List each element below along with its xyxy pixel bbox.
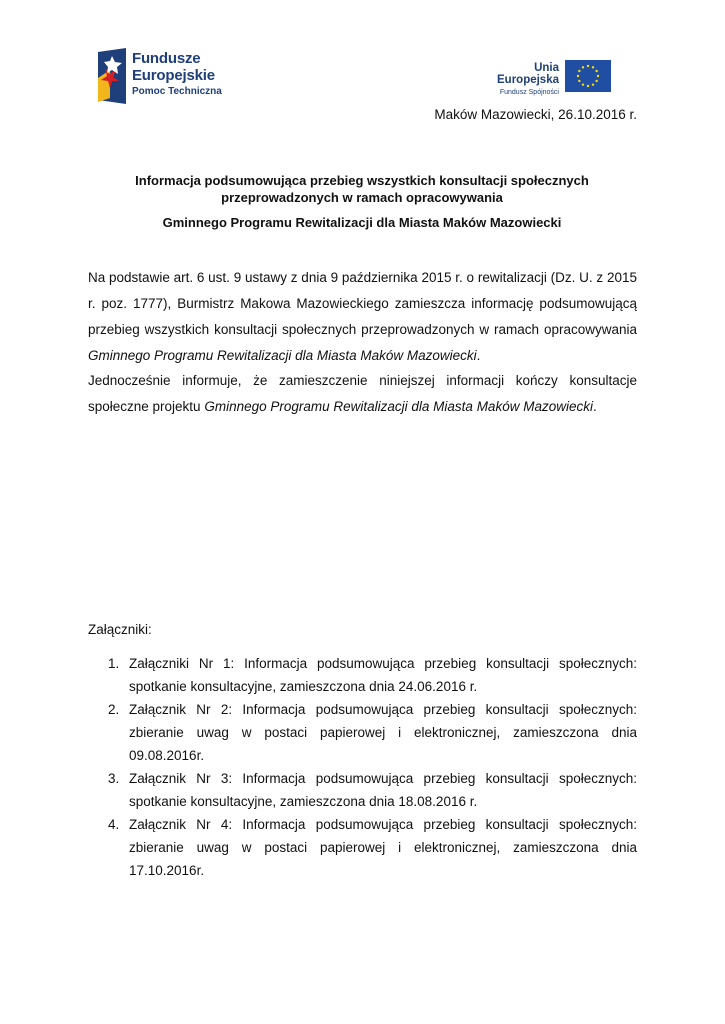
document-title: [88, 172, 636, 206]
unia-europejska-logo: [475, 60, 615, 96]
eu-star: [595, 80, 597, 82]
list-item: [108, 813, 637, 882]
paragraph-2-italic: Gminnego Programu Rewitalizacji dla Miasta Maków Mazowiecki: [204, 399, 593, 414]
list-item-number: 2.: [108, 702, 120, 717]
eu-star: [582, 83, 584, 85]
document-subtitle: Gminnego Programu Rewitalizacji dla Miasta Maków Mazowiecki: [162, 215, 562, 230]
list-item-number: 1.: [108, 656, 120, 671]
eu-star: [587, 65, 589, 67]
eu-star: [582, 66, 584, 68]
list-item-number: 4.: [108, 817, 120, 832]
document-date: Maków Mazowiecki, 26.10.2016 r.: [434, 107, 637, 122]
list-item-number: 3.: [108, 771, 120, 786]
paragraph-1-italic: Gminnego Programu Rewitalizacji dla Miasta Maków Mazowiecki: [88, 348, 477, 363]
attachments-list: [108, 652, 637, 882]
title-line2: przeprowadzonych w ramach opracowywania: [221, 190, 503, 205]
eu-star: [592, 66, 594, 68]
paragraph-1: [88, 265, 637, 369]
list-item: [108, 698, 637, 767]
eu-star: [592, 83, 594, 85]
fe-logo-line3: Pomoc Techniczna: [132, 86, 222, 97]
eu-star: [595, 70, 597, 72]
paragraph-1-text: Na podstawie art. 6 ust. 9 ustawy z dnia 9 października 2015 r. o rewitalizacji (Dz. U. z 2015 r. poz. 1777), Burmistrz Makowa Mazowieckiego zamieszcza informację podsumowującą przebieg wszystkich konsultacji społecznych przeprowadzonych w ramach opracowywania: [88, 270, 637, 337]
eu-star: [577, 75, 579, 77]
title-line1: Informacja podsumowująca przebieg wszystkich konsultacji społecznych: [135, 173, 589, 188]
fe-logo-icon: [96, 48, 128, 104]
paragraph-2-end: .: [592, 399, 597, 414]
paragraph-1-end: .: [476, 348, 481, 363]
attachments-label: Załączniki:: [88, 622, 152, 637]
eu-flag-icon: [565, 60, 611, 92]
ue-logo-line1: Unia Europejska: [497, 62, 559, 86]
paragraph-2: [88, 368, 637, 420]
eu-star: [587, 85, 589, 87]
fe-logo-line1: Fundusze: [132, 50, 201, 67]
eu-star: [597, 75, 599, 77]
list-item: [108, 652, 637, 698]
list-item-text: Załącznik Nr 3: Informacja podsumowująca przebieg konsultacji społecznych: spotkanie konsultacyjne, zamieszczona dnia 18.08.2016 r.: [129, 771, 637, 809]
list-item-text: Załączniki Nr 1: Informacja podsumowująca przebieg konsultacji społecznych: spotkanie konsultacyjne, zamieszczona dnia 24.06.2016 r.: [129, 656, 637, 694]
fe-logo-line2: Europejskie: [132, 67, 215, 84]
list-item-text: Załącznik Nr 2: Informacja podsumowująca przebieg konsultacji społecznych: zbieranie uwag w postaci papierowej i elektronicznej, zamieszczona dnia 09.08.2016r.: [129, 702, 637, 763]
list-item: [108, 767, 637, 813]
eu-star: [578, 70, 580, 72]
list-item-text: Załącznik Nr 4: Informacja podsumowująca przebieg konsultacji społecznych: zbieranie uwag w postaci papierowej i elektronicznej, zamieszczona dnia 17.10.2016r.: [129, 817, 637, 878]
paragraph-2-text: Jednocześnie informuje, że zamieszczenie niniejszej informacji kończy konsultacje społeczne projektu: [88, 373, 637, 414]
ue-logo-line2: Fundusz Spójności: [499, 89, 559, 96]
fundusze-europejskie-logo: [96, 48, 236, 104]
eu-star: [578, 80, 580, 82]
